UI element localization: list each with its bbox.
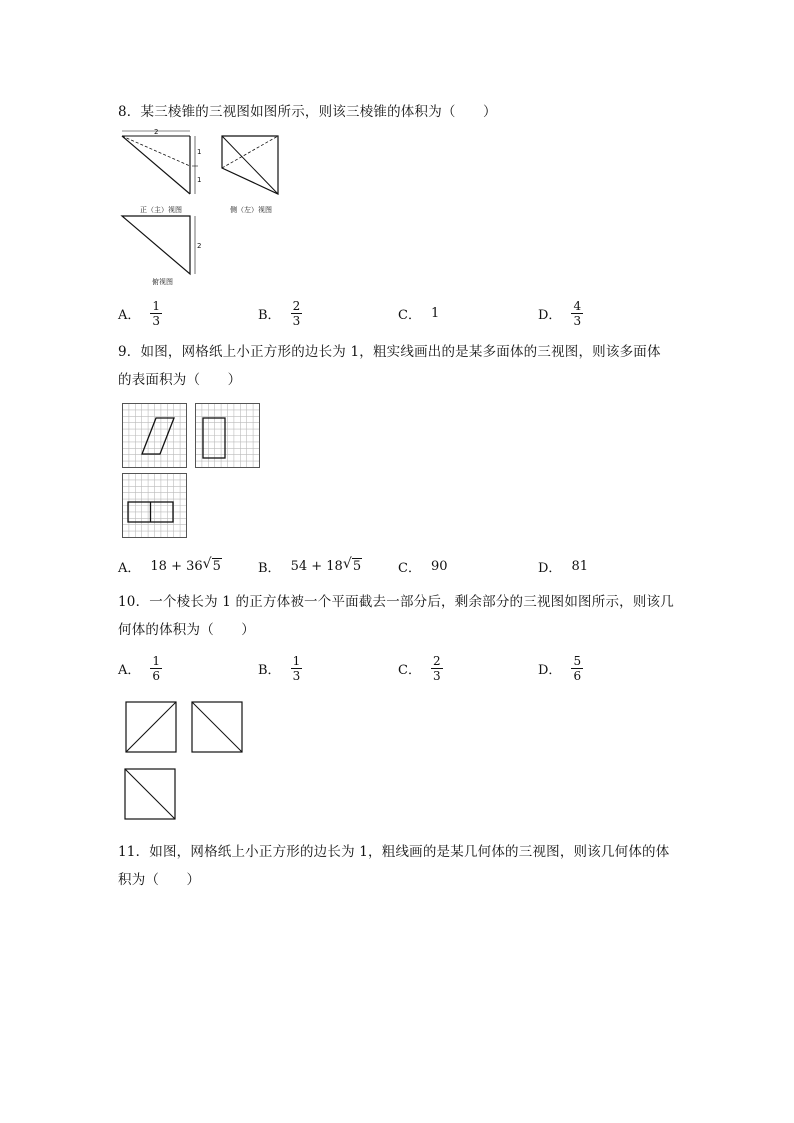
q8-dim-width: 2 bbox=[154, 128, 159, 136]
question-9-line-2: 的表面积为（ ） bbox=[118, 372, 242, 388]
q8-caption-front: 正（主）视图 bbox=[140, 206, 182, 214]
q10-option-c-den: 3 bbox=[432, 668, 441, 683]
q10-option-c-label: C． bbox=[398, 662, 421, 678]
q8-option-d[interactable] bbox=[538, 296, 583, 330]
q10-option-d-label: D． bbox=[538, 662, 562, 678]
q10-option-b[interactable] bbox=[258, 651, 302, 685]
q8-dim-seg2: 1 bbox=[197, 176, 202, 184]
question-9 bbox=[118, 338, 688, 394]
q8-option-d-fraction bbox=[571, 299, 583, 328]
question-8 bbox=[118, 98, 688, 126]
q10-option-b-label: B． bbox=[258, 662, 281, 678]
q8-caption-side: 侧（左）视图 bbox=[230, 206, 272, 214]
q9-option-b-label: B． bbox=[258, 560, 281, 576]
q8-option-c-label: C． bbox=[398, 307, 421, 323]
question-10-line-1: 10．一个棱长为 1 的正方体被一个平面截去一部分后，剩余部分的三视图如图所示，则该几 bbox=[118, 594, 674, 610]
q8-option-b-fraction bbox=[291, 299, 303, 328]
q8-dim-seg1: 1 bbox=[197, 148, 202, 156]
question-11 bbox=[118, 838, 688, 894]
q8-caption-top: 俯视图 bbox=[152, 278, 173, 286]
question-8-options bbox=[118, 296, 688, 330]
q9-option-a[interactable] bbox=[118, 549, 222, 583]
q10-option-c-num: 2 bbox=[432, 653, 441, 668]
q10-option-a-num: 1 bbox=[152, 653, 161, 668]
q8-option-d-num: 4 bbox=[573, 298, 582, 313]
q9-option-a-radicand: √ 5 bbox=[212, 558, 222, 574]
q8-side-view bbox=[218, 128, 288, 220]
q8-option-b[interactable] bbox=[258, 296, 302, 330]
q10-front-view bbox=[125, 701, 179, 755]
q9-top-view-grid bbox=[122, 473, 188, 539]
q10-option-d-den: 6 bbox=[573, 668, 582, 683]
question-11-line-2: 积为（ ） bbox=[118, 872, 201, 888]
q10-option-b-num: 1 bbox=[292, 653, 301, 668]
q9-front-view-grid bbox=[122, 403, 188, 469]
q8-option-b-label: B． bbox=[258, 307, 281, 323]
q8-option-c-value: 1 bbox=[430, 305, 440, 321]
q10-option-a-fraction bbox=[150, 654, 162, 683]
q10-option-a-label: A． bbox=[118, 662, 141, 678]
question-9-options bbox=[118, 549, 688, 583]
q10-option-d-fraction bbox=[571, 654, 583, 683]
q9-option-a-label: A． bbox=[118, 560, 141, 576]
q10-option-b-den: 3 bbox=[292, 668, 301, 683]
q9-option-b-prefix: 54 + 18 bbox=[290, 558, 343, 574]
q8-option-a-den: 3 bbox=[152, 313, 161, 328]
q10-option-b-fraction bbox=[291, 654, 303, 683]
q8-top-view bbox=[118, 210, 208, 292]
q8-option-c[interactable] bbox=[398, 296, 439, 330]
q10-option-d[interactable] bbox=[538, 651, 583, 685]
q9-option-c[interactable] bbox=[398, 549, 448, 583]
question-10-line-2: 何体的体积为（ ） bbox=[118, 622, 255, 638]
q9-option-d-label: D． bbox=[538, 560, 562, 576]
q10-option-a-den: 6 bbox=[152, 668, 161, 683]
q8-option-a-num: 1 bbox=[152, 298, 161, 313]
q9-option-c-label: C． bbox=[398, 560, 421, 576]
q10-top-view bbox=[124, 768, 178, 822]
question-10 bbox=[118, 588, 688, 644]
question-9-line-1: 9．如图，网格纸上小正方形的边长为 1，粗实线画出的是某多面体的三视图，则该多面体 bbox=[118, 344, 661, 360]
q8-option-b-den: 3 bbox=[292, 313, 301, 328]
q9-option-b[interactable] bbox=[258, 549, 362, 583]
q9-option-d[interactable] bbox=[538, 549, 588, 583]
q8-front-view bbox=[118, 128, 208, 220]
q9-grid-lines bbox=[123, 474, 187, 538]
q8-dim-height: 2 bbox=[197, 242, 202, 250]
q9-side-view-grid bbox=[195, 403, 261, 469]
q9-option-b-radicand: √ 5 bbox=[352, 558, 362, 574]
q9-option-a-prefix: 18 + 36 bbox=[150, 558, 203, 574]
q8-option-a-label: A． bbox=[118, 307, 141, 323]
q9-option-d-value: 81 bbox=[571, 558, 588, 574]
q10-option-a[interactable] bbox=[118, 651, 162, 685]
q10-side-view bbox=[191, 701, 245, 755]
q8-option-a-fraction bbox=[150, 299, 162, 328]
question-10-options bbox=[118, 651, 688, 685]
q8-option-d-den: 3 bbox=[573, 313, 582, 328]
q8-option-a[interactable] bbox=[118, 296, 162, 330]
question-11-line-1: 11．如图，网格纸上小正方形的边长为 1，粗线画的是某几何体的三视图，则该几何体的体 bbox=[118, 844, 670, 860]
q9-grid-lines bbox=[123, 404, 187, 468]
question-8-text: 8．某三棱锥的三视图如图所示，则该三棱锥的体积为（ ） bbox=[118, 104, 497, 120]
q9-option-c-value: 90 bbox=[430, 558, 448, 574]
q10-option-d-num: 5 bbox=[573, 653, 582, 668]
q10-option-c-fraction bbox=[431, 654, 443, 683]
q10-option-c[interactable] bbox=[398, 651, 443, 685]
q8-option-b-num: 2 bbox=[292, 298, 301, 313]
q8-option-d-label: D． bbox=[538, 307, 562, 323]
